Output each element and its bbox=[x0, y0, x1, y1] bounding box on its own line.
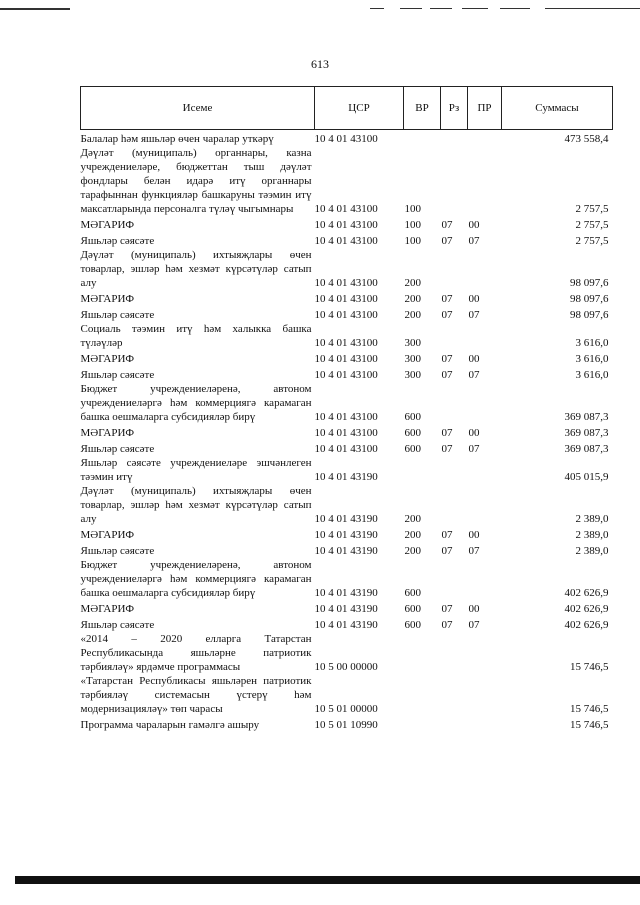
header-vr: ВР bbox=[404, 87, 441, 130]
table-row bbox=[81, 322, 613, 350]
table-body bbox=[81, 130, 613, 733]
cell-sum: 2 389,0 bbox=[575, 545, 609, 557]
cell-rz bbox=[441, 456, 468, 484]
cell-rz: 07 bbox=[441, 309, 453, 321]
table-row bbox=[81, 424, 613, 440]
cell-sum: 98 097,6 bbox=[570, 293, 609, 305]
header-pr: ПР bbox=[468, 87, 502, 130]
cell-csr: 10 4 01 43190 bbox=[314, 619, 378, 631]
cell-rz: 07 bbox=[441, 443, 453, 455]
table-row bbox=[81, 130, 613, 147]
table-row bbox=[81, 232, 613, 248]
cell-csr: 10 5 00 00000 bbox=[314, 661, 378, 673]
cell-vr bbox=[404, 674, 441, 716]
cell-csr: 10 4 01 43190 bbox=[314, 587, 378, 599]
cell-csr: 10 4 01 43100 bbox=[314, 293, 378, 305]
cell-name: МӘГАРИФ bbox=[80, 529, 135, 541]
cell-name: МӘГАРИФ bbox=[80, 353, 135, 365]
cell-rz bbox=[441, 674, 468, 716]
cell-rz bbox=[441, 130, 468, 147]
cell-csr: 10 4 01 43100 bbox=[314, 353, 378, 365]
cell-pr: 07 bbox=[468, 235, 480, 247]
cell-name: Дәүләт (муниципаль) ихтыяҗлары өчен товарлар, эшләр һәм хезмәт күрсәтүләр сатып алу bbox=[80, 249, 312, 289]
cell-csr: 10 4 01 43190 bbox=[314, 603, 378, 615]
cell-vr: 600 bbox=[404, 603, 421, 615]
cell-pr bbox=[468, 632, 502, 674]
cell-vr: 600 bbox=[404, 411, 421, 423]
cell-pr: 07 bbox=[468, 369, 480, 381]
table-row bbox=[81, 616, 613, 632]
cell-pr: 00 bbox=[468, 293, 480, 305]
cell-sum: 2 389,0 bbox=[575, 529, 609, 541]
cell-rz: 07 bbox=[441, 293, 453, 305]
cell-csr: 10 4 01 43190 bbox=[314, 545, 378, 557]
cell-name: Яшьләр сәясәте bbox=[80, 235, 155, 247]
cell-sum: 98 097,6 bbox=[570, 277, 609, 289]
cell-pr bbox=[468, 382, 502, 424]
cell-rz: 07 bbox=[441, 603, 453, 615]
cell-vr bbox=[404, 632, 441, 674]
cell-csr: 10 4 01 43100 bbox=[314, 309, 378, 321]
cell-vr: 600 bbox=[404, 619, 421, 631]
header-sum: Суммасы bbox=[502, 87, 613, 130]
cell-csr: 10 4 01 43100 bbox=[314, 203, 378, 215]
cell-pr bbox=[468, 716, 502, 732]
table-row bbox=[81, 146, 613, 216]
cell-rz: 07 bbox=[441, 545, 453, 557]
cell-name: Яшьләр сәясәте bbox=[80, 369, 155, 381]
cell-name: Дәүләт (муниципаль) органнары, казна учреждениеләре, бюджеттан тыш дәүләт фондлары белән идарә итү органнары тарафыннан функцияләр башкаруны тәэмин итү максатларында персоналга түләү чыгымнары bbox=[80, 147, 312, 215]
cell-vr: 600 bbox=[404, 443, 421, 455]
cell-sum: 3 616,0 bbox=[575, 353, 609, 365]
cell-csr: 10 4 01 43190 bbox=[314, 529, 378, 541]
cell-vr bbox=[404, 456, 441, 484]
cell-rz bbox=[441, 322, 468, 350]
cell-name: Яшьләр сәясәте bbox=[80, 619, 155, 631]
cell-rz: 07 bbox=[441, 369, 453, 381]
cell-name: Бюджет учреждениеләренә, автоном учреждениеләргә һәм коммерциягә карамаган башка оешмаларга субсидияләр бирү bbox=[80, 559, 312, 599]
table-row bbox=[81, 456, 613, 484]
cell-sum: 369 087,3 bbox=[564, 411, 609, 423]
cell-vr: 300 bbox=[404, 369, 421, 381]
top-scan-rule bbox=[0, 8, 70, 10]
cell-vr: 300 bbox=[404, 337, 421, 349]
cell-pr: 07 bbox=[468, 443, 480, 455]
cell-name: МӘГАРИФ bbox=[80, 219, 135, 231]
cell-pr bbox=[468, 248, 502, 290]
cell-sum: 2 757,5 bbox=[575, 203, 609, 215]
top-scan-rule bbox=[462, 8, 488, 9]
table-row bbox=[81, 306, 613, 322]
cell-rz: 07 bbox=[441, 529, 453, 541]
cell-rz bbox=[441, 484, 468, 526]
cell-vr bbox=[404, 716, 441, 732]
cell-csr: 10 4 01 43100 bbox=[315, 130, 404, 147]
table-header-row bbox=[81, 87, 613, 130]
cell-sum: 15 746,5 bbox=[570, 661, 609, 673]
cell-name: Социаль тәэмин итү һәм халыкка башка түләүләр bbox=[80, 323, 312, 349]
cell-sum: 15 746,5 bbox=[570, 719, 609, 731]
header-name: Исеме bbox=[81, 87, 315, 130]
cell-vr: 200 bbox=[404, 529, 421, 541]
table-row bbox=[81, 632, 613, 674]
cell-sum: 402 626,9 bbox=[564, 619, 609, 631]
cell-rz: 07 bbox=[441, 235, 453, 247]
bottom-scan-rule bbox=[15, 876, 640, 884]
cell-name: «Татарстан Республикасы яшьләрен патриотик тәрбияләү системасын үстерү һәм модернизацияләү» төп чарасы bbox=[80, 675, 312, 715]
cell-rz: 07 bbox=[441, 427, 453, 439]
cell-vr: 600 bbox=[404, 427, 421, 439]
cell-pr: 00 bbox=[468, 603, 480, 615]
cell-sum: 402 626,9 bbox=[564, 603, 609, 615]
cell-vr: 600 bbox=[404, 587, 421, 599]
cell-vr: 200 bbox=[404, 545, 421, 557]
top-scan-rule bbox=[400, 8, 422, 9]
cell-csr: 10 5 01 00000 bbox=[314, 703, 378, 715]
table-row bbox=[81, 484, 613, 526]
cell-vr: 200 bbox=[404, 309, 421, 321]
cell-rz bbox=[441, 248, 468, 290]
cell-name: МӘГАРИФ bbox=[80, 603, 135, 615]
cell-sum: 2 389,0 bbox=[575, 513, 609, 525]
cell-pr bbox=[468, 130, 502, 147]
table-row bbox=[81, 674, 613, 716]
cell-sum: 98 097,6 bbox=[570, 309, 609, 321]
cell-vr: 200 bbox=[404, 293, 421, 305]
table-row bbox=[81, 290, 613, 306]
cell-vr: 200 bbox=[404, 277, 421, 289]
cell-sum: 15 746,5 bbox=[570, 703, 609, 715]
cell-sum: 2 757,5 bbox=[575, 235, 609, 247]
cell-pr bbox=[468, 558, 502, 600]
cell-csr: 10 4 01 43100 bbox=[314, 411, 378, 423]
cell-pr bbox=[468, 322, 502, 350]
cell-name: МӘГАРИФ bbox=[80, 427, 135, 439]
cell-sum: 402 626,9 bbox=[564, 587, 609, 599]
header-rz: Рз bbox=[441, 87, 468, 130]
cell-pr bbox=[468, 456, 502, 484]
cell-name: Яшьләр сәясәте учреждениеләре эшчәнлеген тәэмин итү bbox=[80, 457, 312, 483]
cell-pr: 07 bbox=[468, 545, 480, 557]
cell-pr: 00 bbox=[468, 353, 480, 365]
table-row bbox=[81, 440, 613, 456]
table-row bbox=[81, 600, 613, 616]
cell-csr: 10 4 01 43100 bbox=[314, 277, 378, 289]
cell-pr: 00 bbox=[468, 529, 480, 541]
cell-pr: 00 bbox=[468, 219, 480, 231]
cell-csr: 10 4 01 43100 bbox=[314, 337, 378, 349]
budget-table bbox=[80, 86, 613, 732]
cell-vr: 100 bbox=[404, 203, 421, 215]
cell-vr: 100 bbox=[404, 235, 421, 247]
table-row bbox=[81, 350, 613, 366]
cell-sum: 473 558,4 bbox=[502, 130, 613, 147]
cell-name: Бюджет учреждениеләренә, автоном учреждениеләргә һәм коммерциягә карамаган башка оешмаларга субсидияләр бирү bbox=[80, 383, 312, 423]
table-row bbox=[81, 366, 613, 382]
cell-pr bbox=[468, 674, 502, 716]
cell-csr: 10 4 01 43100 bbox=[314, 369, 378, 381]
cell-name: Дәүләт (муниципаль) ихтыяҗлары өчен товарлар, эшләр һәм хезмәт күрсәтүләр сатып алу bbox=[80, 485, 312, 525]
cell-pr bbox=[468, 484, 502, 526]
cell-rz bbox=[441, 716, 468, 732]
cell-rz bbox=[441, 382, 468, 424]
cell-csr: 10 4 01 43190 bbox=[314, 471, 378, 483]
cell-sum: 3 616,0 bbox=[575, 369, 609, 381]
cell-csr: 10 4 01 43100 bbox=[314, 443, 378, 455]
table-row bbox=[81, 542, 613, 558]
cell-sum: 3 616,0 bbox=[575, 337, 609, 349]
cell-vr: 300 bbox=[404, 353, 421, 365]
table-row bbox=[81, 526, 613, 542]
top-scan-rule bbox=[545, 8, 640, 9]
cell-pr: 07 bbox=[468, 309, 480, 321]
cell-name: Программа чараларын гамәлгә ашыру bbox=[80, 719, 260, 731]
cell-vr: 200 bbox=[404, 513, 421, 525]
cell-pr: 00 bbox=[468, 427, 480, 439]
cell-name: МӘГАРИФ bbox=[80, 293, 135, 305]
cell-vr bbox=[404, 130, 441, 147]
cell-sum: 369 087,3 bbox=[564, 443, 609, 455]
cell-pr bbox=[468, 146, 502, 216]
cell-csr: 10 4 01 43100 bbox=[314, 219, 378, 231]
cell-rz bbox=[441, 146, 468, 216]
top-scan-rule bbox=[430, 8, 452, 9]
cell-name: Яшьләр сәясәте bbox=[80, 545, 155, 557]
cell-rz bbox=[441, 558, 468, 600]
cell-vr: 100 bbox=[404, 219, 421, 231]
cell-name: «2014 – 2020 елларга Татарстан Республикасында яшьләрне патриотик тәрбияләү» ярдәмче программасы bbox=[80, 633, 312, 673]
cell-sum: 405 015,9 bbox=[564, 471, 609, 483]
cell-rz: 07 bbox=[441, 219, 453, 231]
cell-sum: 369 087,3 bbox=[564, 427, 609, 439]
cell-csr: 10 4 01 43100 bbox=[314, 235, 378, 247]
cell-rz bbox=[441, 632, 468, 674]
table-row bbox=[81, 716, 613, 732]
cell-pr: 07 bbox=[468, 619, 480, 631]
cell-name: Балалар һәм яшьләр өчен чаралар уткәрү bbox=[81, 130, 315, 147]
top-scan-rule bbox=[500, 8, 530, 9]
cell-name: Яшьләр сәясәте bbox=[80, 443, 155, 455]
page-number: 613 bbox=[311, 57, 329, 71]
cell-rz: 07 bbox=[441, 353, 453, 365]
header-csr: ЦСР bbox=[315, 87, 404, 130]
table-row bbox=[81, 558, 613, 600]
cell-csr: 10 4 01 43100 bbox=[314, 427, 378, 439]
table-row bbox=[81, 216, 613, 232]
table-row bbox=[81, 248, 613, 290]
cell-csr: 10 5 01 10990 bbox=[314, 719, 378, 731]
table-row bbox=[81, 382, 613, 424]
top-scan-rule bbox=[370, 8, 384, 9]
cell-sum: 2 757,5 bbox=[575, 219, 609, 231]
cell-name: Яшьләр сәясәте bbox=[80, 309, 155, 321]
cell-csr: 10 4 01 43190 bbox=[314, 513, 378, 525]
cell-rz: 07 bbox=[441, 619, 453, 631]
